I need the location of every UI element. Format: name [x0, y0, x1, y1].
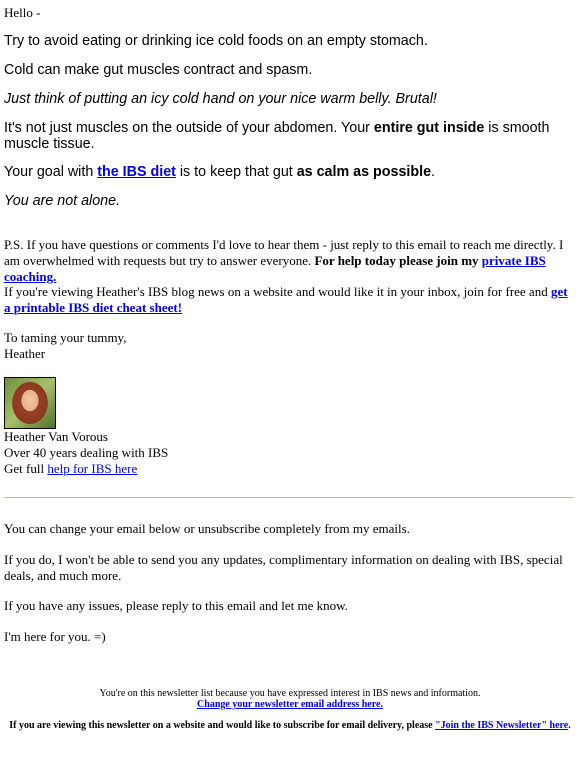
help-link[interactable]: help for IBS here [47, 461, 138, 476]
unsubscribe-intro: You can change your email below or unsubscribe completely from my emails. [4, 521, 410, 536]
footer-reason: You're on this newsletter list because you have expressed interest in IBS news and information. [99, 688, 481, 699]
text: Get full [4, 461, 48, 476]
bold-text: as calm as possible [296, 164, 432, 180]
blog-paragraph [4, 284, 574, 316]
ibs-diet-link[interactable]: the IBS diet [97, 164, 176, 180]
text: is smooth muscle tissue. [4, 120, 550, 152]
footer-subscribe [0, 720, 580, 731]
signoff-line: To taming your tummy, [4, 330, 127, 345]
footer-change-link-row [0, 699, 580, 710]
divider [4, 497, 574, 498]
text: . [431, 164, 436, 180]
paragraph-smooth-muscle [4, 120, 574, 152]
paragraph-gut-muscles: Cold can make gut muscles contract and spasm. [4, 62, 313, 78]
join-newsletter-link[interactable]: "Join the IBS Newsletter" here [435, 720, 569, 731]
bold-text: For help today please join my [314, 253, 482, 268]
issues-paragraph: If you have any issues, please reply to this email and let me know. [4, 598, 348, 613]
text: It's not just muscles on the outside of your abdomen. Your [4, 120, 374, 136]
text: . [568, 720, 571, 731]
author-photo [4, 377, 56, 429]
here-for-you: I'm here for you. =) [4, 629, 106, 644]
text: If you're viewing Heather's IBS blog news on a website and would like it in your inbox, join for free and [4, 284, 551, 299]
text: is to keep that gut [175, 164, 297, 180]
bold-text: entire gut inside [373, 120, 485, 136]
greeting: Hello - [4, 5, 41, 20]
change-email-link[interactable]: Change your newsletter email address here. [197, 699, 383, 710]
unsubscribe-warning: If you do, I won't be able to send you any updates, complimentary information on dealing with IBS, special deals, and much more. [4, 552, 563, 583]
signoff-name: Heather [4, 346, 46, 361]
author-tagline: Over 40 years dealing with IBS [4, 445, 169, 460]
paragraph-ibs-diet [4, 164, 574, 180]
paragraph-icy-hand: Just think of putting an icy cold hand on your nice warm belly. Brutal! [4, 91, 437, 107]
author-name: Heather Van Vorous [4, 429, 108, 444]
text: Your goal with [4, 164, 98, 180]
signoff [4, 330, 574, 362]
ps-paragraph [4, 237, 574, 285]
text: If you are viewing this newsletter on a website and would like to subscribe for email delivery, please [9, 720, 436, 731]
coaching-link[interactable]: private IBS coaching. [4, 253, 546, 284]
paragraph-not-alone: You are not alone. [4, 193, 121, 209]
paragraph-cold-foods: Try to avoid eating or drinking ice cold foods on an empty stomach. [4, 33, 428, 49]
cheat-sheet-link[interactable]: get a printable IBS diet cheat sheet! [4, 284, 568, 315]
author-block [4, 429, 574, 477]
text: P.S. If you have questions or comments I'd love to hear them - just reply to this email to reach me directly. I am overwhelmed with requests but try to answer everyone. [4, 237, 564, 268]
